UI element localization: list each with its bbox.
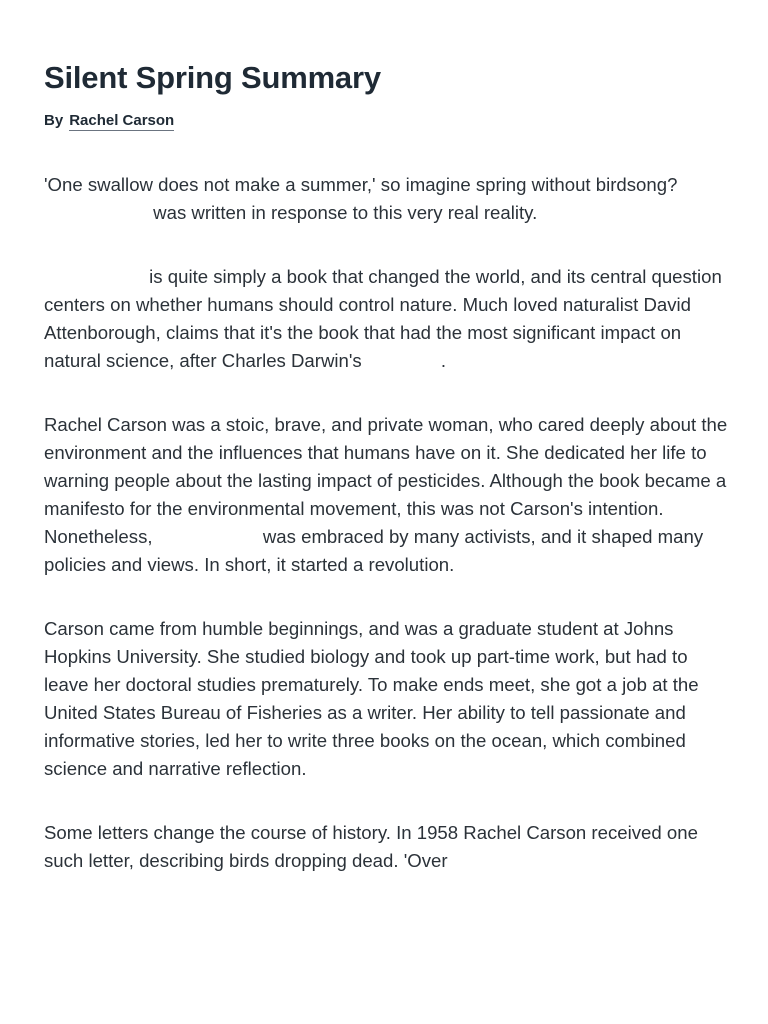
article-body bbox=[44, 171, 734, 875]
paragraph-3-text-b: was embraced by many activists, and it shaped many policies and views. In short, it started a revolution. bbox=[44, 526, 704, 575]
paragraph-1 bbox=[44, 171, 734, 227]
paragraph-3-text-a: Rachel Carson was a stoic, brave, and private woman, who cared deeply about the environment and the influences that humans have on it. She dedicated her life to warning people about the lasting impact of pesticides. Although the book became a manifesto for the environmental movement, this was not Carson's intention. Nonetheless, bbox=[44, 414, 728, 547]
paragraph-4: Carson came from humble beginnings, and was a graduate student at Johns Hopkins University. She studied biology and took up part-time work, but had to leave her doctoral studies prematurely. To make ends meet, she got a job at the United States Bureau of Fisheries as a writer. Her ability to tell passionate and informative stories, led her to write three books on the ocean, which combined science and narrative reflection. bbox=[44, 618, 699, 779]
paragraph-1-text-a: 'One swallow does not make a summer,' so imagine spring without birdsong? bbox=[44, 174, 678, 195]
byline bbox=[44, 111, 734, 131]
paragraph-2 bbox=[44, 263, 734, 375]
page-title: Silent Spring Summary bbox=[44, 60, 381, 95]
author-link[interactable]: Rachel Carson bbox=[69, 112, 175, 129]
article bbox=[44, 58, 734, 911]
paragraph-3 bbox=[44, 411, 734, 579]
paragraph-5: Some letters change the course of history. In 1958 Rachel Carson received one such letter, describing birds dropping dead. 'Over bbox=[44, 822, 698, 871]
by-label: By bbox=[44, 112, 64, 129]
paragraph-2-text-b: . bbox=[440, 350, 447, 371]
paragraph-1-text-b: was written in response to this very real reality. bbox=[153, 202, 538, 223]
paragraph-2-text-a: is quite simply a book that changed the world, and its central question centers on whether humans should control nature. Much loved naturalist David Attenborough, claims that it's the book that had the most significant impact on natural science, after Charles Darwin's bbox=[44, 266, 722, 371]
